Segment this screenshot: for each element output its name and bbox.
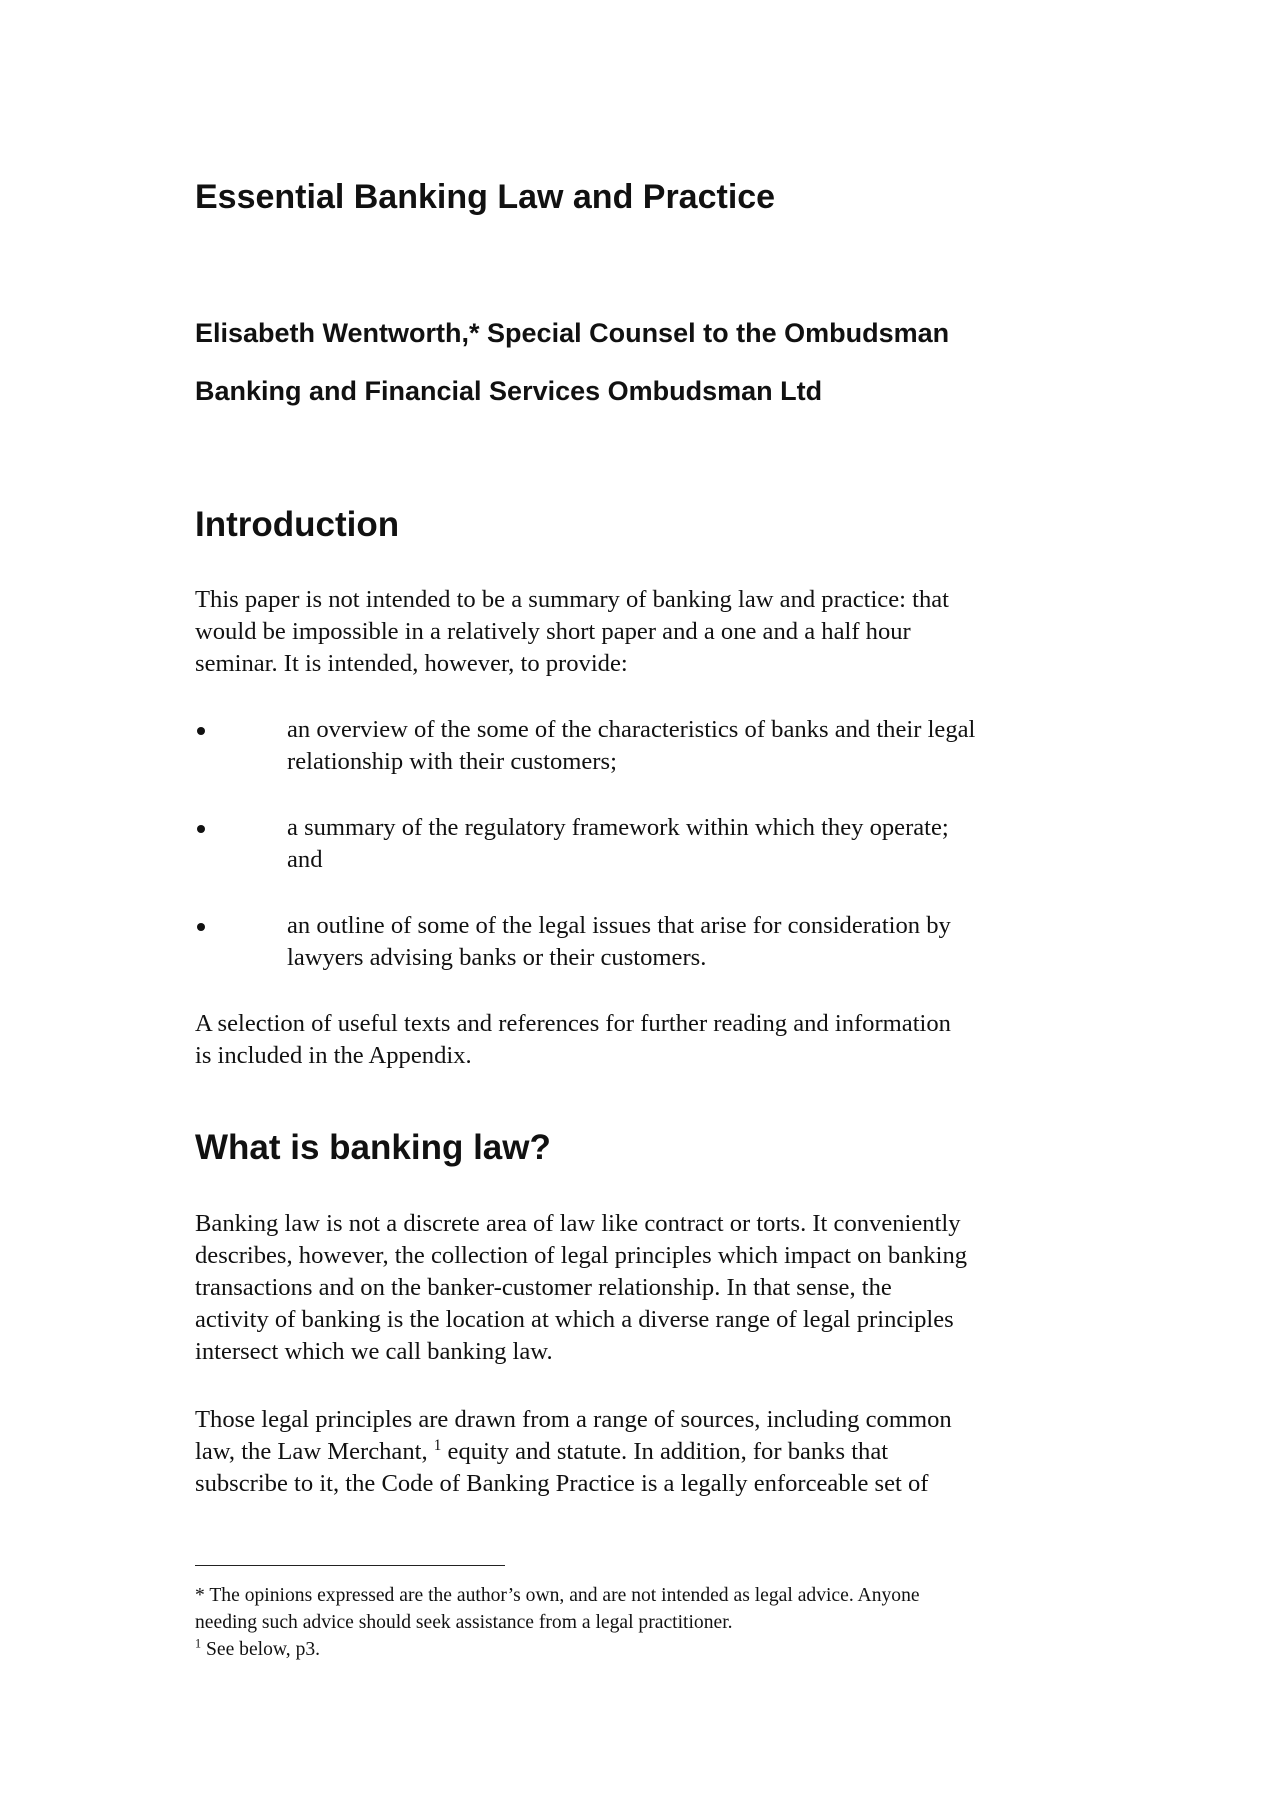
banking-law-paragraph-1 xyxy=(195,1208,1095,1368)
paragraph-line: describes, however, the collection of legal principles which impact on banking xyxy=(195,1242,968,1269)
footnote-line: needing such advice should seek assistance from a legal practitioner. xyxy=(195,1612,733,1633)
footnote-number: 1 xyxy=(195,1636,202,1651)
bullet-line: relationship with their customers; xyxy=(287,748,617,775)
paragraph-line: seminar. It is intended, however, to provide: xyxy=(195,650,628,677)
introduction-paragraph xyxy=(195,584,1095,680)
what-is-banking-law-heading: What is banking law? xyxy=(195,1128,551,1167)
bullet-dot-icon xyxy=(197,727,205,735)
footnote-1 xyxy=(195,1636,1095,1663)
paragraph-line: activity of banking is the location at which a diverse range of legal principles xyxy=(195,1306,954,1333)
bullet-text xyxy=(287,714,1107,778)
paragraph-line: Banking law is not a discrete area of law like contract or torts. It conveniently xyxy=(195,1210,961,1237)
paragraph-line: A selection of useful texts and references for further reading and information xyxy=(195,1010,951,1037)
paragraph-line: is included in the Appendix. xyxy=(195,1042,472,1069)
text-segment: equity and statute. In addition, for banks that xyxy=(441,1438,889,1465)
footnote-reference-1[interactable]: 1 xyxy=(433,1436,442,1454)
bullet-dot-icon xyxy=(197,923,205,931)
paragraph-line: Those legal principles are drawn from a range of sources, including common xyxy=(195,1406,952,1433)
bullet-dot-icon xyxy=(197,825,205,833)
bullet-line: a summary of the regulatory framework within which they operate; xyxy=(287,814,949,841)
paragraph-line: transactions and on the banker-customer relationship. In that sense, the xyxy=(195,1274,892,1301)
bullet-text xyxy=(287,812,1107,876)
paragraph-line: intersect which we call banking law. xyxy=(195,1338,553,1365)
paragraph-line: would be impossible in a relatively short paper and a one and a half hour xyxy=(195,618,911,645)
organisation-line: Banking and Financial Services Ombudsman Ltd xyxy=(195,376,823,406)
bullet-line: an outline of some of the legal issues that arise for consideration by xyxy=(287,912,951,939)
appendix-paragraph xyxy=(195,1008,1095,1072)
paragraph-line: This paper is not intended to be a summary of banking law and practice: that xyxy=(195,586,949,613)
banking-law-paragraph-2 xyxy=(195,1404,1095,1500)
bullet-line: and xyxy=(287,846,323,873)
footnote-text: See below, p3. xyxy=(201,1639,321,1660)
footnote-author-disclaimer xyxy=(195,1582,1095,1636)
introduction-heading: Introduction xyxy=(195,505,400,544)
author-line: Elisabeth Wentworth,* Special Counsel to the Ombudsman xyxy=(195,318,950,348)
document-title: Essential Banking Law and Practice xyxy=(195,178,776,216)
bullet-line: an overview of the some of the characteristics of banks and their legal xyxy=(287,716,976,743)
footnote-line: * The opinions expressed are the author’s own, and are not intended as legal advice. Anyone xyxy=(195,1585,920,1606)
footnote-separator xyxy=(195,1565,505,1566)
bullet-text xyxy=(287,910,1107,974)
paragraph-line: subscribe to it, the Code of Banking Practice is a legally enforceable set of xyxy=(195,1470,929,1497)
text-segment: law, the Law Merchant, xyxy=(195,1438,434,1465)
bullet-line: lawyers advising banks or their customers. xyxy=(287,944,707,971)
paragraph-line xyxy=(195,1436,1095,1468)
